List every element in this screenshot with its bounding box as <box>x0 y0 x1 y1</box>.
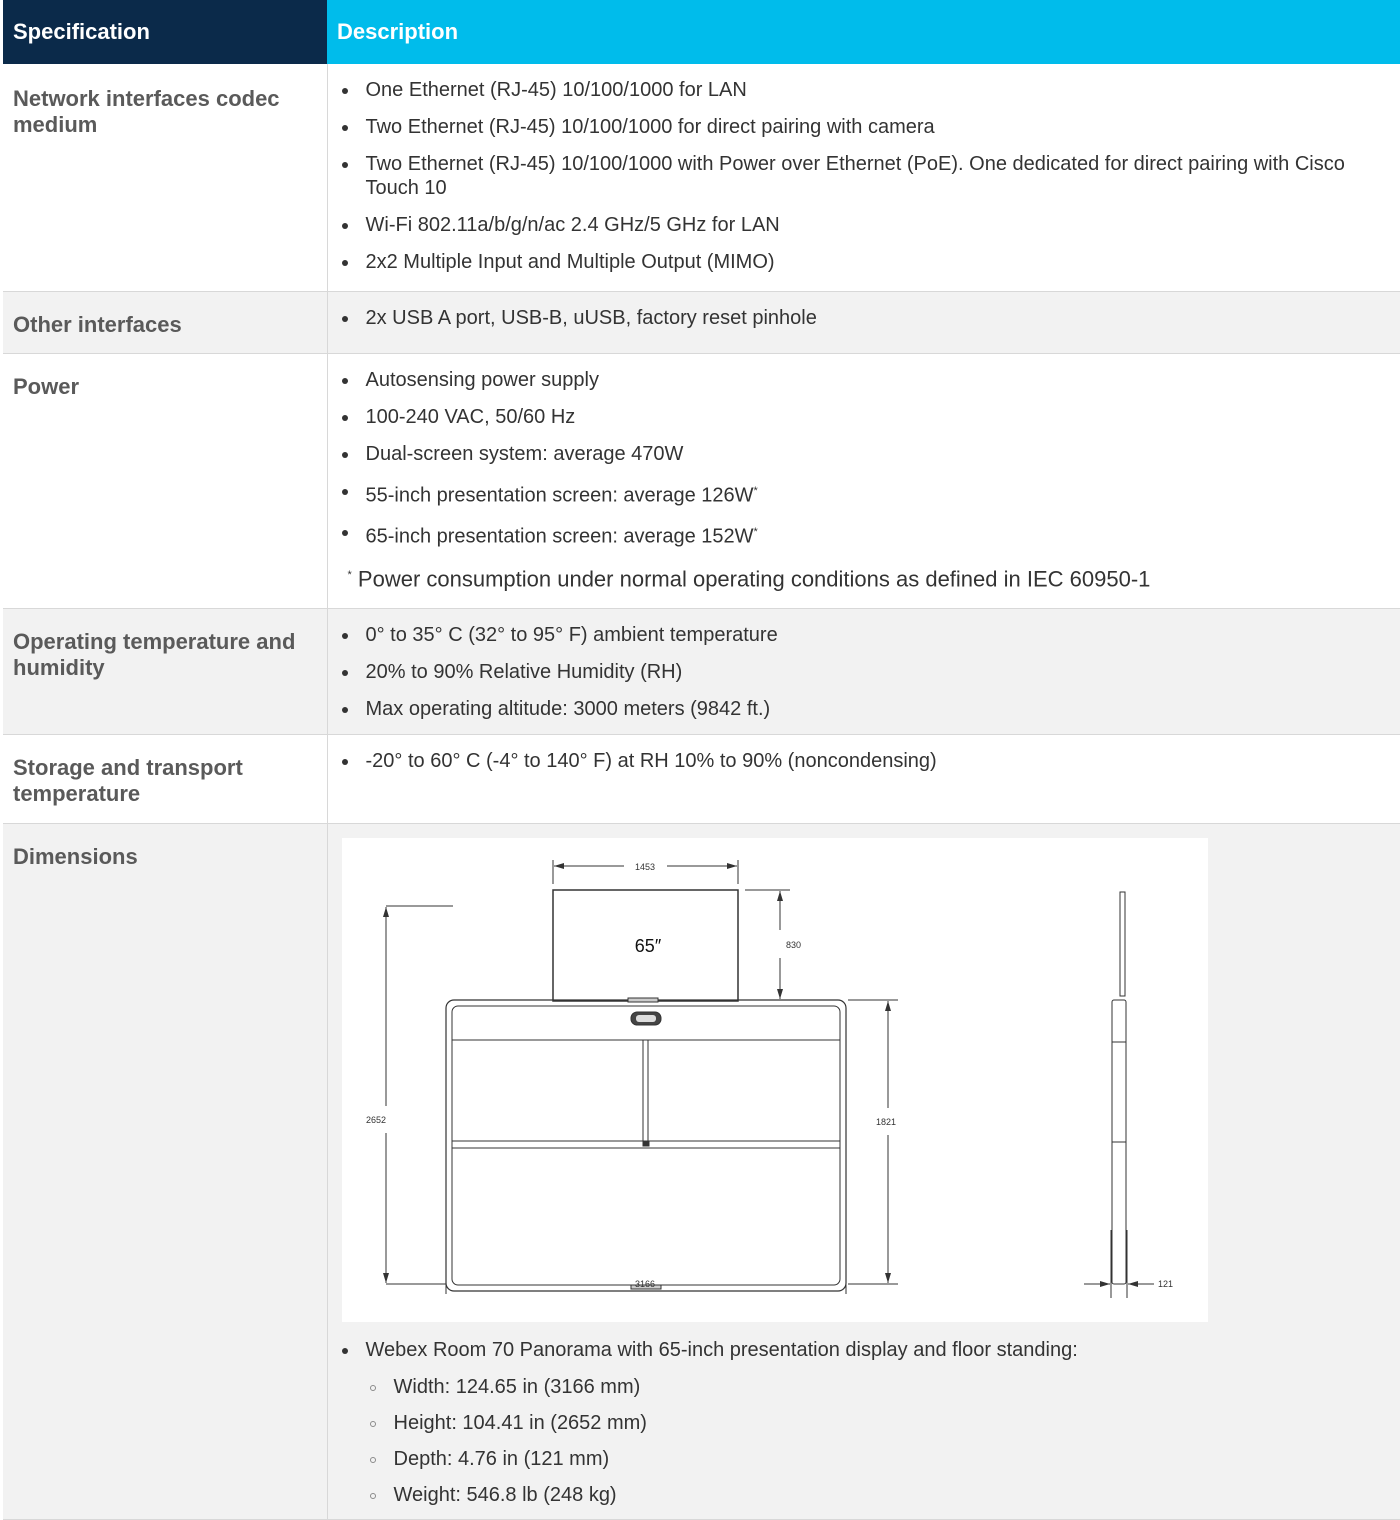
row-storage <box>3 735 1400 824</box>
footnote-mark: * <box>754 526 758 538</box>
dim-depth-label: 121 <box>1158 1279 1173 1289</box>
sub-list-item: Weight: 546.8 lb (248 kg) <box>340 1483 1400 1507</box>
dim-screen-height-label: 830 <box>786 940 801 950</box>
sub-list-item: Height: 104.41 in (2652 mm) <box>340 1411 1400 1435</box>
storage-list <box>340 749 1400 773</box>
spec-table <box>3 0 1400 1520</box>
screen-size-label: 65″ <box>634 936 661 956</box>
row-power <box>3 353 1400 609</box>
list-item: 0° to 35° C (32° to 95° F) ambient temperature <box>340 623 1400 647</box>
technical-drawing <box>342 838 1208 1322</box>
list-item: Dual-screen system: average 470W <box>340 442 1400 466</box>
label-dimensions: Dimensions <box>3 824 327 1520</box>
footnote-text: Power consumption under normal operating conditions as defined in IEC 60950-1 <box>358 566 1150 591</box>
list-item: Wi-Fi 802.11a/b/g/n/ac 2.4 GHz/5 GHz for LAN <box>340 213 1400 237</box>
dimensions-list <box>340 1338 1400 1507</box>
dim-total-height-label: 2652 <box>366 1115 386 1125</box>
row-dimensions <box>3 824 1400 1520</box>
list-item <box>340 479 1400 508</box>
dim-top-label: 1453 <box>634 862 654 872</box>
header-specification: Specification <box>3 0 327 64</box>
power-footnote <box>340 562 1400 608</box>
list-item: -20° to 60° C (-4° to 140° F) at RH 10% to 90% (noncondensing) <box>340 749 1400 773</box>
item-text: 55-inch presentation screen: average 126W <box>366 484 754 506</box>
row-network <box>3 64 1400 291</box>
power-list <box>340 368 1400 549</box>
list-item: Autosensing power supply <box>340 368 1400 392</box>
side-view-screen <box>1120 892 1125 996</box>
label-storage: Storage and transport temperature <box>3 735 327 824</box>
network-list <box>340 78 1400 274</box>
list-item: Two Ethernet (RJ-45) 10/100/1000 with Power over Ethernet (PoE). One dedicated for direct pairing with Cisco Touch 10 <box>340 152 1400 200</box>
footnote-mark: * <box>348 569 352 581</box>
list-item: Two Ethernet (RJ-45) 10/100/1000 for direct pairing with camera <box>340 115 1400 139</box>
header-row <box>3 0 1400 64</box>
list-item: 2x2 Multiple Input and Multiple Output (MIMO) <box>340 250 1400 274</box>
other-list <box>340 306 1400 330</box>
dimensions-drawing <box>342 838 1208 1322</box>
sub-list-item: Depth: 4.76 in (121 mm) <box>340 1447 1400 1471</box>
label-power: Power <box>3 353 327 609</box>
item-text: 65-inch presentation screen: average 152W <box>366 526 754 548</box>
label-network: Network interfaces codec medium <box>3 64 327 291</box>
dim-body-height-label: 1821 <box>876 1117 896 1127</box>
row-operating <box>3 609 1400 735</box>
list-item: One Ethernet (RJ-45) 10/100/1000 for LAN <box>340 78 1400 102</box>
list-item: 2x USB A port, USB-B, uUSB, factory reset pinhole <box>340 306 1400 330</box>
list-item: Max operating altitude: 3000 meters (9842 ft.) <box>340 697 1400 721</box>
row-other <box>3 291 1400 353</box>
header-description: Description <box>327 0 1400 64</box>
list-item: Webex Room 70 Panorama with 65-inch presentation display and floor standing: <box>340 1338 1400 1362</box>
operating-list <box>340 623 1400 721</box>
dim-width-label: 3166 <box>634 1279 654 1289</box>
label-operating: Operating temperature and humidity <box>3 609 327 735</box>
label-other: Other interfaces <box>3 291 327 353</box>
list-item <box>340 520 1400 549</box>
footnote-mark: * <box>754 485 758 497</box>
sub-list-item: Width: 124.65 in (3166 mm) <box>340 1375 1400 1399</box>
list-item: 20% to 90% Relative Humidity (RH) <box>340 660 1400 684</box>
list-item: 100-240 VAC, 50/60 Hz <box>340 405 1400 429</box>
